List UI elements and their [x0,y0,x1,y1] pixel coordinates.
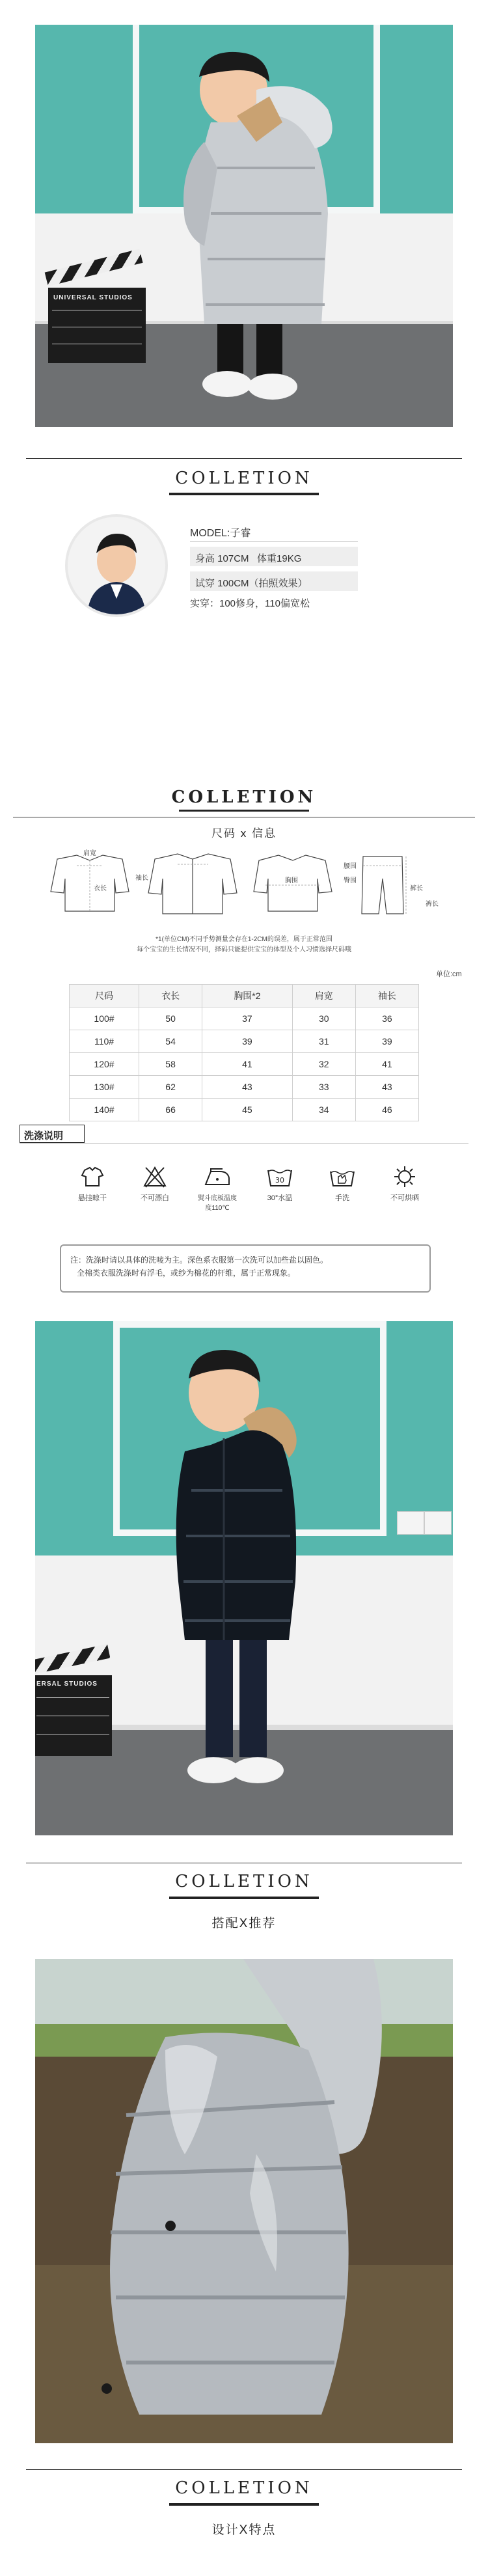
wall-outlet [397,1511,424,1535]
title-rule-top [26,458,462,459]
size-note: *1(单位CM)不同手势测量会存在1-2CM的误差，属于正常范围 [156,936,332,943]
table-cell: 43 [202,1076,293,1099]
table-cell: 120# [70,1053,139,1076]
table-cell: 66 [139,1099,202,1121]
model-name: MODEL:子睿 [190,528,251,539]
table-cell: 45 [202,1099,293,1121]
care-label: 熨斗底板温度 度110℃ [198,1195,237,1212]
table-cell: 100# [70,1007,139,1030]
column-header: 肩宽 [292,985,355,1007]
hand-wash-icon [328,1165,357,1188]
section-title-4: COLLETION [175,2478,313,2498]
table-cell: 58 [139,1053,202,1076]
care-note-line-1: 注：洗涤时请以具体的洗唛为主。深色系衣服第一次洗可以加些盐以固色。 [70,1255,329,1265]
unit-label: 单位:cm [436,970,462,978]
care-label: 不可烘晒 [390,1194,419,1202]
section-title-1: COLLETION [175,469,313,488]
product-photo-black-jacket [35,1321,453,1835]
care-item-wash-30 [250,1165,310,1203]
table-cell: 50 [139,1007,202,1030]
silver-jacket-closeup [87,1959,426,2443]
table-cell: 43 [355,1076,418,1099]
table-row [70,1099,419,1121]
diagram-label-inseam: 裤长 [426,901,439,908]
table-cell: 39 [202,1030,293,1053]
title-rule-bottom [169,493,319,495]
table-cell: 36 [355,1007,418,1030]
diagram-label-shoulder: 肩宽 [83,850,96,857]
wall-outlet [424,1511,452,1535]
table-cell: 39 [355,1030,418,1053]
care-divider [20,1143,468,1144]
design-subtitle: 设计X特点 [211,2523,277,2537]
section-title-3: COLLETION [175,1872,313,1891]
product-photo-closeup [35,1959,453,2443]
care-item-no-tumble-dry [375,1165,435,1203]
clapper-text: ERSAL STUDIOS [36,1680,98,1688]
diagram-label-sleeve: 袖长 [135,875,148,882]
child-in-black-jacket [146,1347,328,1822]
table-cell: 140# [70,1099,139,1121]
matching-subtitle: 搭配X推荐 [211,1917,277,1930]
table-row [70,1076,419,1099]
title-rule-bottom [169,2503,319,2506]
model-try-size-badge [190,571,358,591]
diagram-label-length: 衣长 [94,885,107,892]
table-cell: 41 [355,1053,418,1076]
care-note-box [60,1244,431,1293]
title-rule-bottom [169,1897,319,1899]
product-photo-silver-jacket [35,25,453,427]
table-header-row [70,985,419,1007]
table-row [70,1007,419,1030]
table-cell: 30 [292,1007,355,1030]
care-label: 手洗 [335,1194,349,1202]
no-tumble-dry-icon [392,1165,418,1188]
title-rule-bottom [179,810,309,812]
table-cell: 62 [139,1076,202,1099]
child-in-silver-jacket [159,51,367,415]
size-table [69,984,419,1121]
care-item-no-bleach [125,1165,185,1203]
care-item-hand-wash [312,1165,372,1203]
model-height-weight-badge [190,547,358,566]
care-item-iron [187,1165,247,1212]
column-header: 尺码 [70,985,139,1007]
care-title: 洗涤说明 [24,1130,64,1142]
table-cell: 130# [70,1076,139,1099]
table-cell: 46 [355,1099,418,1121]
table-cell: 33 [292,1076,355,1099]
wash-30-icon [265,1165,294,1188]
table-cell: 31 [292,1030,355,1053]
model-height-weight: 身高 107CM 体重19KG [195,553,302,564]
model-avatar [65,514,168,617]
table-cell: 32 [292,1053,355,1076]
table-row [70,1053,419,1076]
table-cell: 54 [139,1030,202,1053]
care-title-box [20,1125,85,1143]
table-cell: 37 [202,1007,293,1030]
care-item-hang-dry [62,1165,122,1203]
size-diagram-strip [38,846,450,928]
size-note-2: 每个宝宝的生长情况不同，择码只能提供宝宝的体型及个人习惯选择尺码哦 [137,946,351,953]
column-header: 衣长 [139,985,202,1007]
column-header: 胸围*2 [202,985,293,1007]
care-label: 30°水温 [267,1194,293,1202]
svg-text:30: 30 [275,1176,284,1185]
care-note-line-2: 全棉类衣服洗涤时有浮毛，或纱为棉花的杆维，属于正常现象。 [77,1268,296,1278]
avatar-portrait [68,517,165,614]
section-title-2: COLLETION [171,788,317,807]
column-header: 袖长 [355,985,418,1007]
title-rule-top [26,2469,462,2470]
model-fit: 实穿：100修身，110偏宽松 [190,598,310,609]
size-info-subtitle: 尺码 x 信息 [211,827,277,840]
table-cell: 110# [70,1030,139,1053]
hang-dry-icon [79,1165,105,1188]
table-cell: 41 [202,1053,293,1076]
diagram-label-waist: 腰围 [344,863,357,870]
diagram-label-chest: 胸围 [285,877,298,884]
iron-icon [203,1165,232,1188]
model-try-size: 试穿 100CM（拍照效果） [195,578,308,589]
table-row [70,1030,419,1053]
no-bleach-icon [142,1165,168,1188]
diagram-label-pants-length: 裤长 [410,885,423,892]
care-label: 不可漂白 [141,1194,169,1202]
table-cell: 34 [292,1099,355,1121]
clapper-text: UNIVERSAL STUDIOS [53,294,133,301]
model-info-divider [190,541,358,542]
diagram-label-hip: 臀围 [344,877,357,884]
care-label: 悬挂晾干 [78,1194,107,1202]
